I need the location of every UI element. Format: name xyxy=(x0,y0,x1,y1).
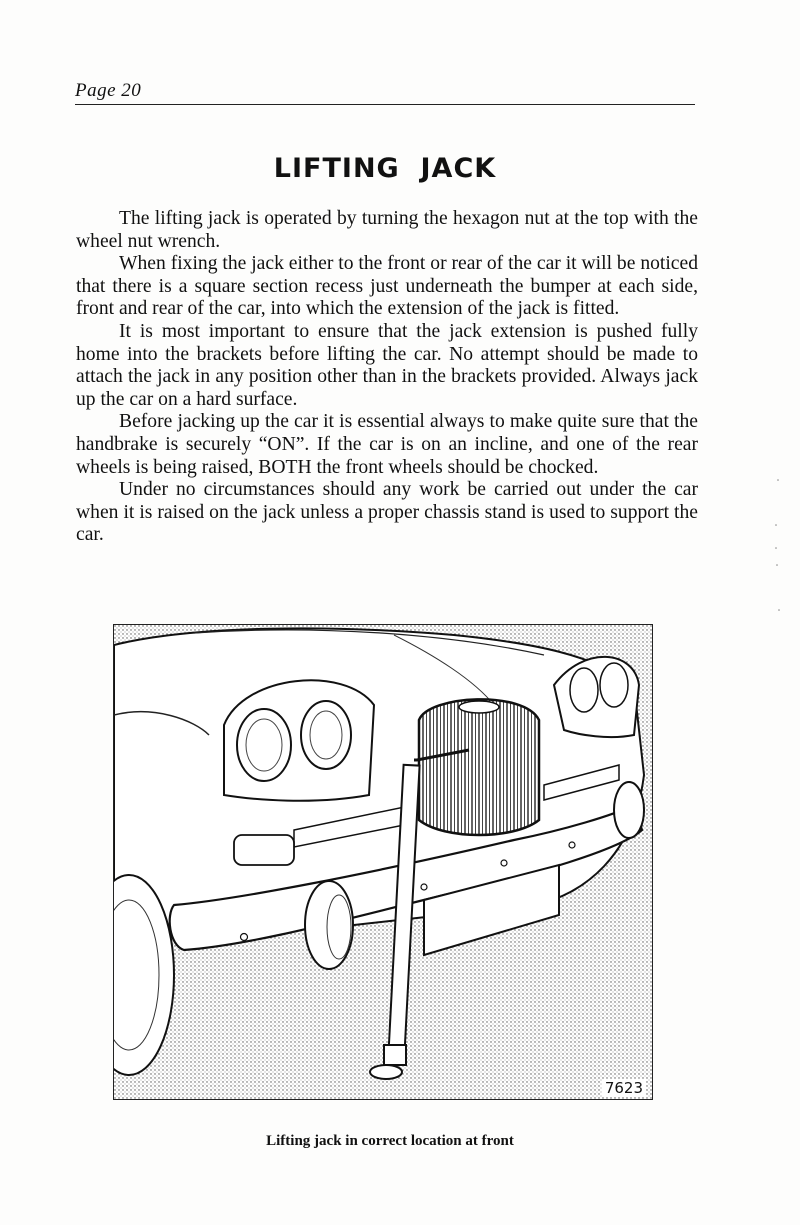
figure-caption: Lifting jack in correct location at front xyxy=(266,1133,514,1149)
figure-illustration xyxy=(113,624,653,1100)
paragraph-jack-operation: The lifting jack is operated by turning the hexagon nut at the top with the wheel nut wrench. xyxy=(76,208,698,252)
header-rule xyxy=(75,104,695,105)
paragraph-handbrake: Before jacking up the car it is essential always to make quite sure that the handbrake is securely “ON”. If the car is on an incline, and one of the rear wheels is being raised, BOTH the front wheels should be chocked. xyxy=(76,411,698,478)
paragraph-safety: Under no circumstances should any work be carried out under the car when it is raised on the jack unless a proper chassis stand is used to support the car. xyxy=(76,479,698,546)
body-text xyxy=(76,208,698,547)
radiator-grille xyxy=(419,699,539,835)
paragraph-jack-fixing: When fixing the jack either to the front or rear of the car it will be noticed that there is a square section recess just underneath the bumper at each side, front and rear of the car, into which the extension of the jack is fitted. xyxy=(76,253,698,320)
left-headlamps xyxy=(224,680,374,800)
paragraph-jack-extension: It is most important to ensure that the jack extension is pushed fully home into the brackets before lifting the car. No attempt should be made to attach the jack in any position other than in the brackets provided. Always jack up the car on a hard surface. xyxy=(76,320,698,410)
margin-specks xyxy=(770,470,800,620)
page-number: Page 20 xyxy=(75,80,142,101)
section-title: LIFTING JACK xyxy=(273,153,497,184)
figure-number: 7623 xyxy=(602,1079,646,1097)
car-jack-illustration xyxy=(114,625,653,1100)
